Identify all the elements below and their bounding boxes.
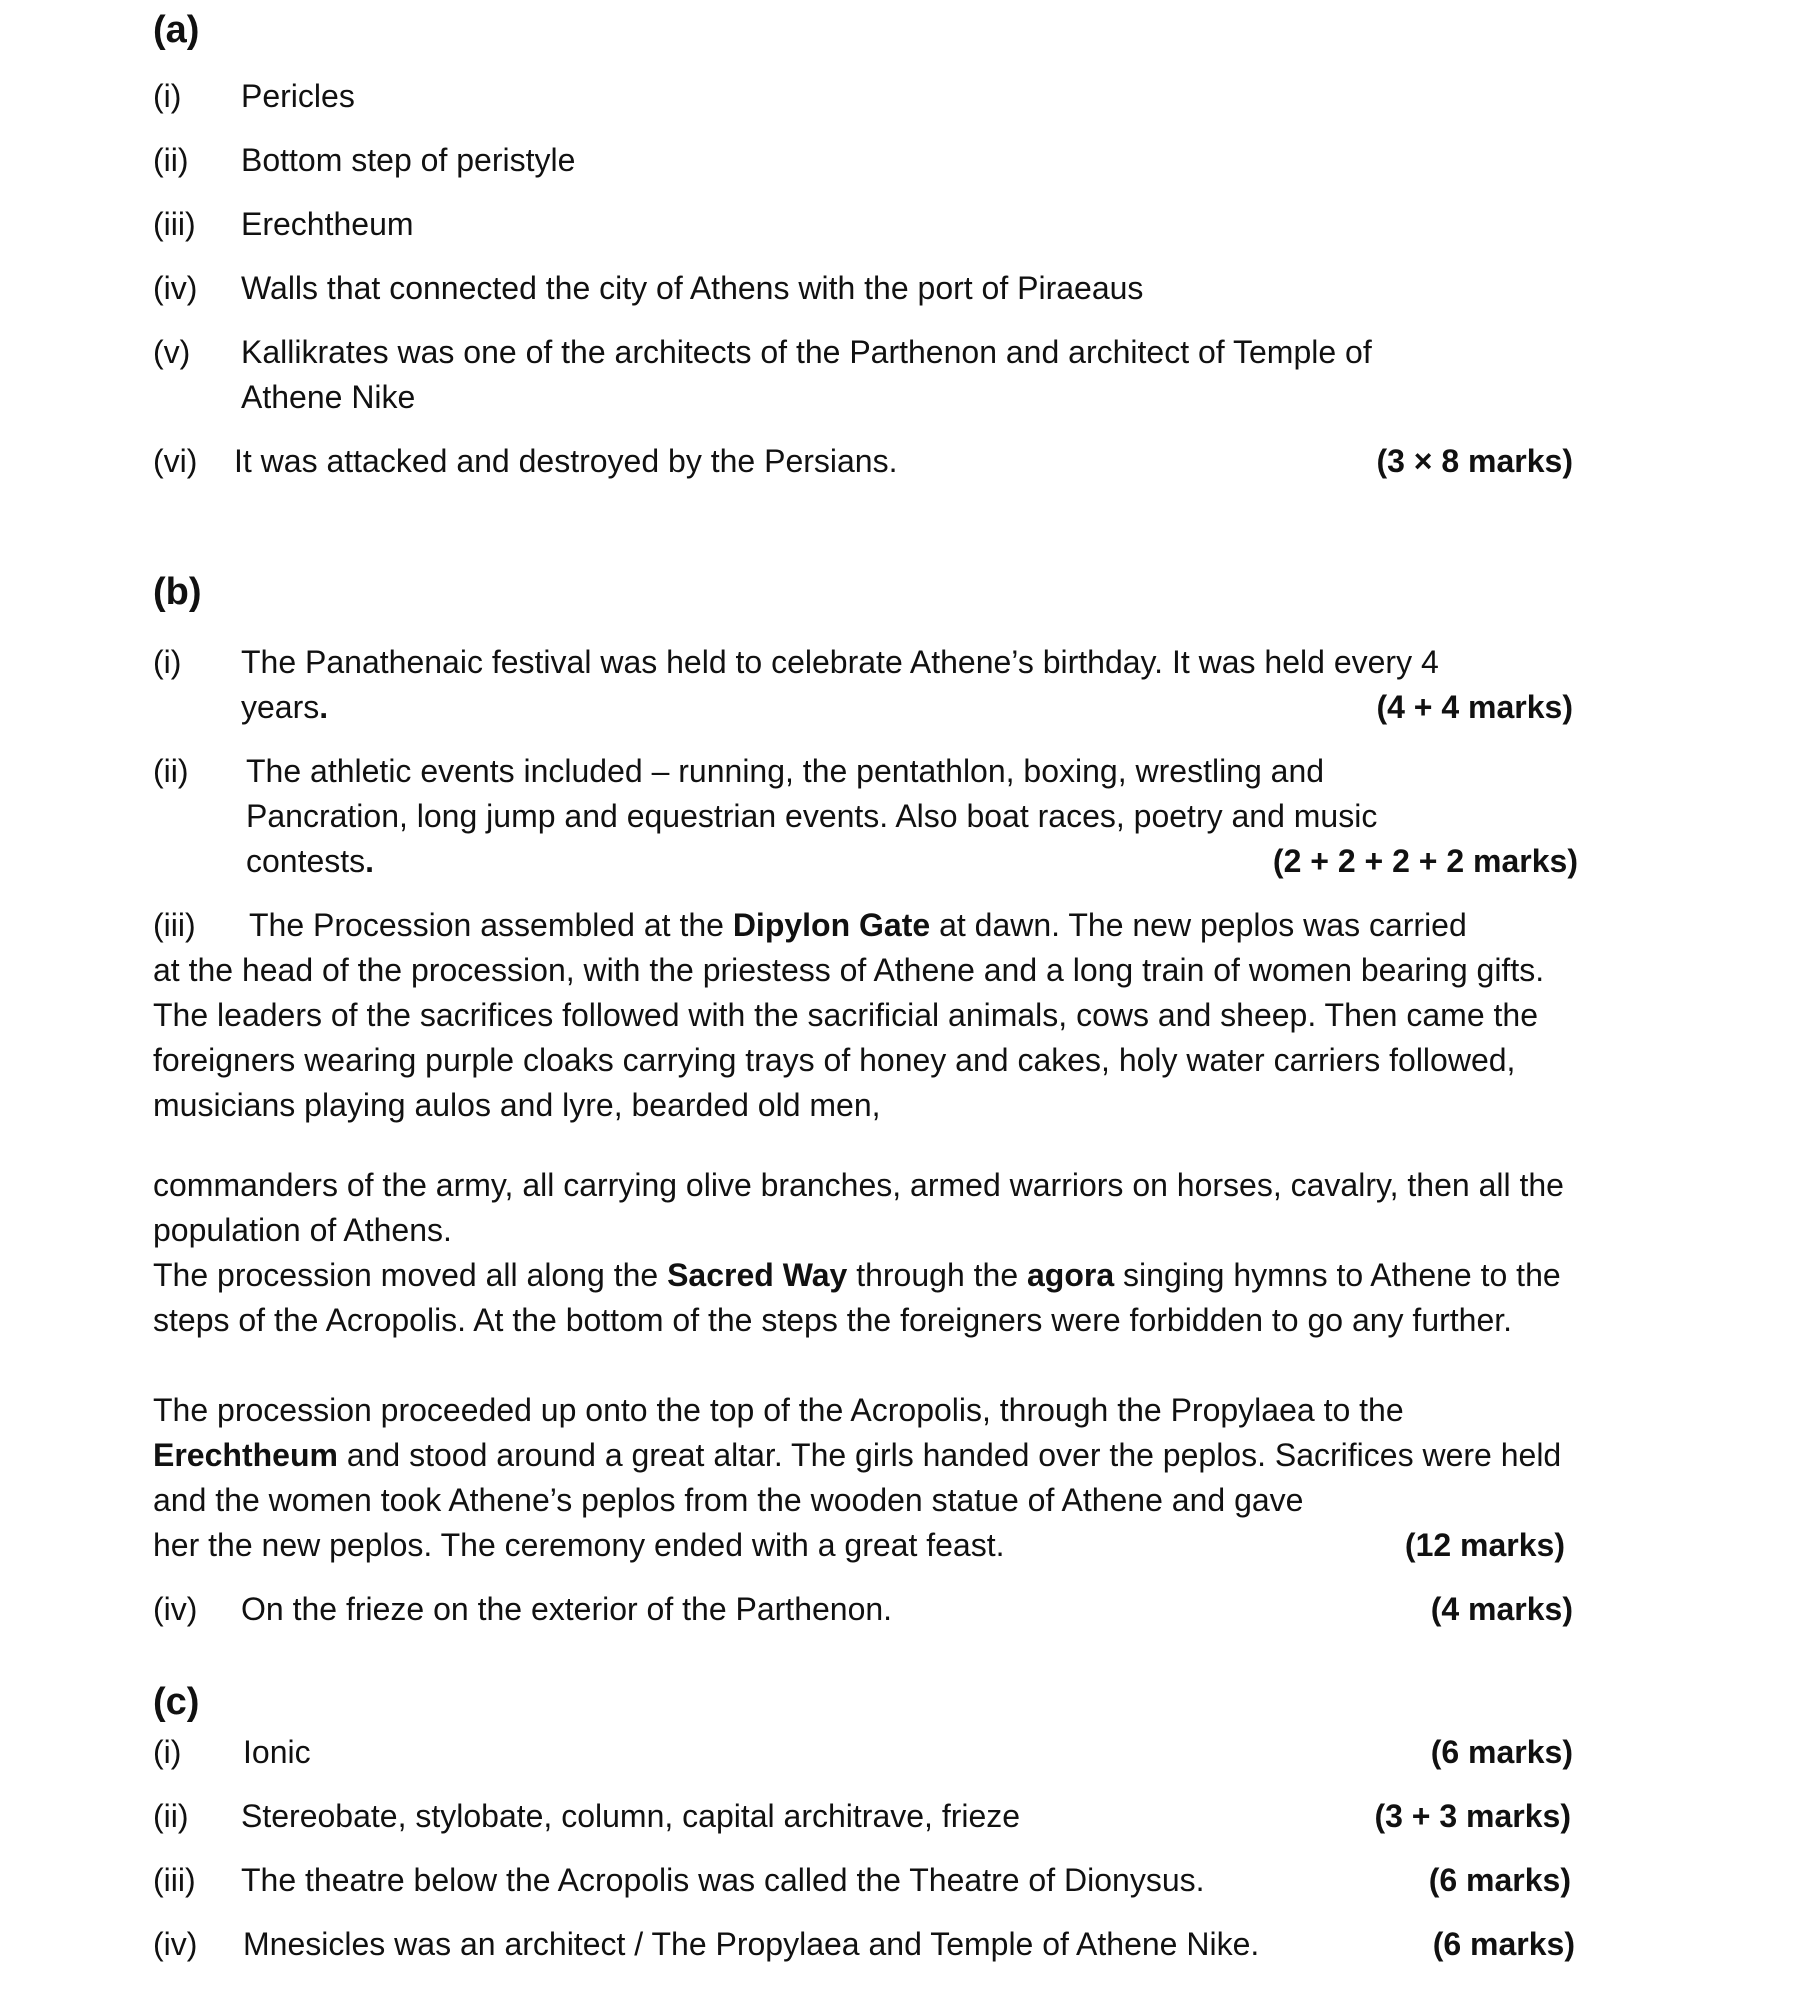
b-i-number: (i) [153, 644, 182, 680]
b-iii-agora: agora [1027, 1257, 1115, 1293]
a-i-number: (i) [153, 78, 182, 114]
a-v-number: (v) [153, 334, 191, 370]
a-vi-number: (vi) [153, 443, 198, 479]
b-iii-paragraph-2: commanders of the army, all carrying olive branches, armed warriors on horses, cavalry, then all the population of Athens. [153, 1167, 1564, 1248]
b-iii-marks: (12 marks) [1404, 1527, 1565, 1563]
b-iv-answer: On the frieze on the exterior of the Parthenon. [241, 1591, 893, 1627]
a-ii-number: (ii) [153, 142, 189, 178]
b-iii-text-3c: singing hymns to Athene to the steps of the Acropolis. At the bottom of the steps the foreigners were forbidden to go any further. [153, 1257, 1561, 1338]
b-ii-marks: (2 + 2 + 2 + 2 marks) [1272, 843, 1578, 879]
b-ii-number: (ii) [153, 753, 189, 789]
b-ii-answer-line3 [246, 839, 374, 884]
c-ii-number: (ii) [153, 1798, 189, 1834]
c-iii-number: (iii) [153, 1862, 196, 1898]
b-i-answer-line1: The Panathenaic festival was held to celebrate Athene’s birthday. It was held every 4 [241, 644, 1439, 680]
section-c-heading: (c) [153, 1681, 200, 1723]
a-iv-number: (iv) [153, 270, 198, 306]
b-ii-answer-line1: The athletic events included – running, the pentathlon, boxing, wrestling and [246, 753, 1325, 789]
b-iii-sacred-way: Sacred Way [667, 1257, 848, 1293]
a-v-answer-line1: Kallikrates was one of the architects of the Parthenon and architect of Temple of [241, 334, 1372, 370]
a-marks: (3 × 8 marks) [1376, 443, 1573, 479]
b-iii-text-4a: The procession proceeded up onto the top of the Acropolis, through the Propylaea to the [153, 1392, 1404, 1428]
section-b-heading: (b) [153, 571, 202, 613]
a-i-answer: Pericles [241, 78, 355, 114]
section-a-heading: (a) [153, 9, 200, 51]
b-iii-first-line [249, 903, 1467, 948]
b-i-answer-line2-text: years [241, 689, 320, 725]
a-iii-number: (iii) [153, 206, 196, 242]
c-i-marks: (6 marks) [1430, 1734, 1573, 1770]
c-i-number: (i) [153, 1734, 182, 1770]
b-i-answer-line2-dot: . [319, 689, 329, 725]
c-iii-marks: (6 marks) [1428, 1862, 1571, 1898]
b-iii-erechtheum: Erechtheum [153, 1437, 338, 1473]
b-iv-number: (iv) [153, 1591, 198, 1627]
b-iv-marks: (4 marks) [1430, 1591, 1573, 1627]
b-i-answer-line2 [241, 685, 328, 730]
b-iii-dipylon-gate: Dipylon Gate [732, 907, 931, 943]
c-iii-answer: The theatre below the Acropolis was called the Theatre of Dionysus. [241, 1862, 1205, 1898]
a-v-answer-line2: Athene Nike [241, 379, 416, 415]
c-ii-marks: (3 + 3 marks) [1374, 1798, 1571, 1834]
a-ii-answer: Bottom step of peristyle [241, 142, 576, 178]
b-iii-text-3b: through the [847, 1257, 1027, 1293]
b-iii-text-1a: The Procession assembled at the [249, 907, 733, 943]
b-ii-answer-line3-text: contests [246, 843, 366, 879]
b-iii-paragraph-1: at the head of the procession, with the priestess of Athene and a long train of women bearing gifts. The leaders of the sacrifices followed with the sacrificial animals, cows and sheep. Then came the foreigners wearing purple cloaks carrying trays of honey and cakes, holy water carriers followed, musicians playing aulos and lyre, bearded old men, [153, 952, 1545, 1123]
c-iv-number: (iv) [153, 1926, 198, 1962]
b-iii-text-4b: and stood around a great altar. The girls handed over the peplos. Sacrifices were held and the women took Athene’s peplos from the wooden statue of Athene and gave [153, 1437, 1562, 1518]
b-ii-answer-line2: Pancration, long jump and equestrian events. Also boat races, poetry and music [246, 798, 1378, 834]
a-vi-answer: It was attacked and destroyed by the Persians. [234, 443, 898, 479]
b-iii-text-3a: The procession moved all along the [153, 1257, 668, 1293]
b-i-marks: (4 + 4 marks) [1376, 689, 1573, 725]
c-i-answer: Ionic [243, 1734, 311, 1770]
c-iv-marks: (6 marks) [1432, 1926, 1575, 1962]
a-iv-answer: Walls that connected the city of Athens with the port of Piraeaus [241, 270, 1144, 306]
b-iii-text-1b: at dawn. The new peplos was carried [930, 907, 1467, 943]
b-iii-paragraph-3 [153, 1253, 1573, 1343]
a-iii-answer: Erechtheum [241, 206, 414, 242]
b-iii-paragraph-4 [153, 1388, 1573, 1523]
b-ii-answer-line3-dot: . [365, 843, 375, 879]
c-iv-answer: Mnesicles was an architect / The Propylaea and Temple of Athene Nike. [243, 1926, 1260, 1962]
b-iii-number: (iii) [153, 907, 196, 943]
b-iii-last-line: her the new peplos. The ceremony ended with a great feast. [153, 1527, 1005, 1563]
c-ii-answer: Stereobate, stylobate, column, capital architrave, frieze [241, 1798, 1021, 1834]
